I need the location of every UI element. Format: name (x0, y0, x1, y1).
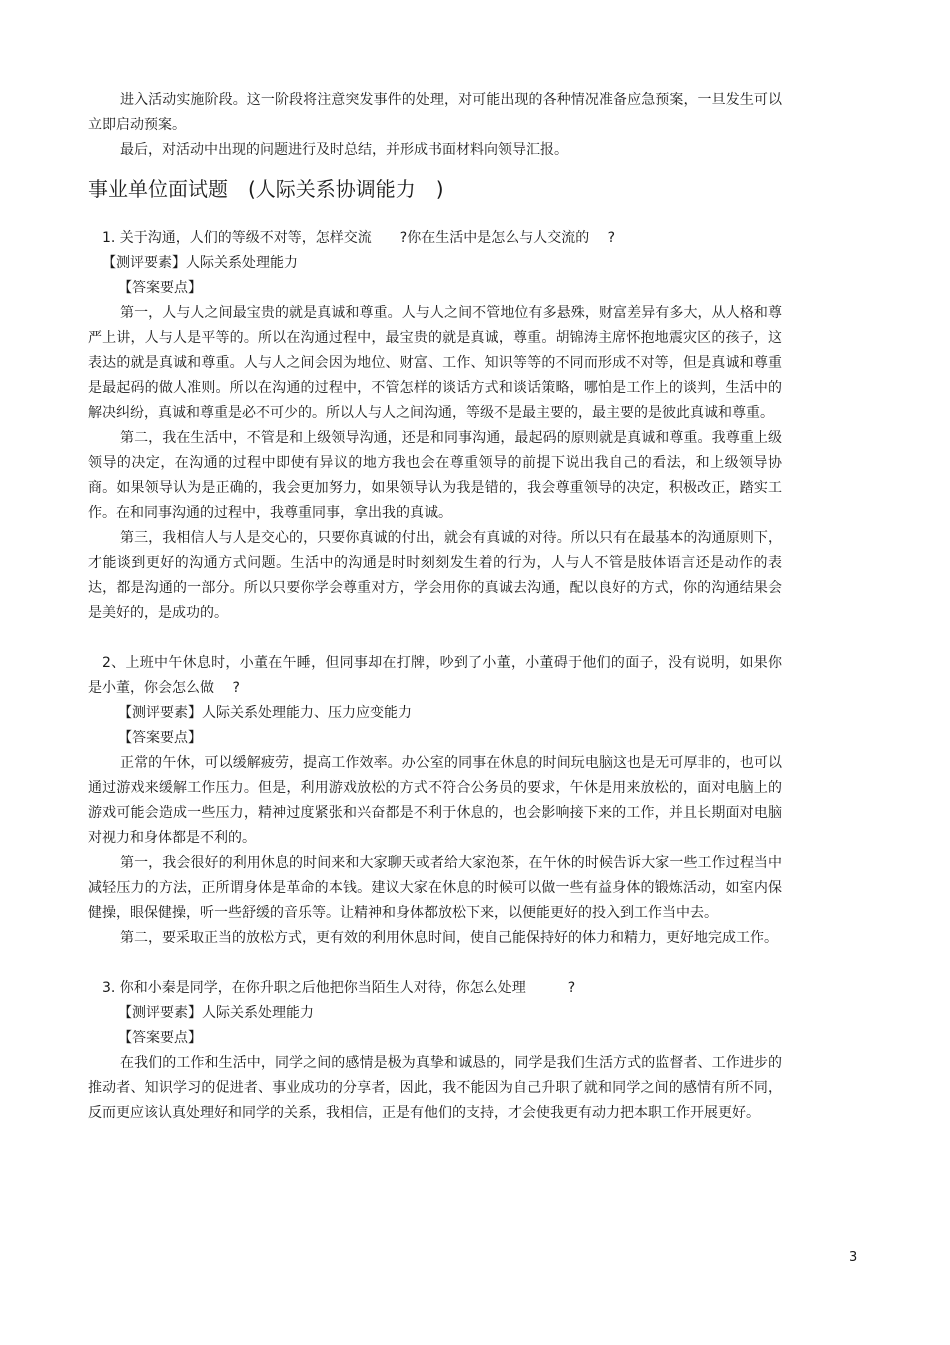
section-title: 事业单位面试题 (人际关系协调能力 ) (88, 177, 444, 201)
question-3: 3. 你和小秦是同学，在你升职之后他把你当陌生人对待，你怎么处理 ? (102, 980, 576, 996)
page-number: 3 (849, 1250, 858, 1265)
spacer (88, 626, 782, 651)
answer-paragraph: 在我们的工作和生活中，同学之间的感情是极为真挚和诚恳的，同学是我们生活方式的监督者、工作进步的推动者、知识学习的促进者、事业成功的分享者，因此，我不能因为自己升职了就和同学之间的感情有所不同，反而更应该认真处理好和同学的关系，我相信，正是有他们的支持，才会使我更有动力把本职工作开展更好。 (88, 1055, 782, 1121)
answer-label: 【答案要点】 (118, 730, 202, 746)
spacer (88, 951, 782, 976)
question-1: 1. 关于沟通，人们的等级不对等，怎样交流 ?你在生活中是怎么与人交流的 ? (102, 230, 616, 246)
answer-paragraph: 第三，我相信人与人是交心的，只要你真诚的付出，就会有真诚的对待。所以只有在最基本的沟通原则下，才能谈到更好的沟通方式问题。生活中的沟通是时时刻刻发生着的行为，人与人不管是肢体语言还是动作的表达，都是沟通的一部分。所以只要你学会尊重对方，学会用你的真诚去沟通，配以良好的方式，你的沟通结果会是美好的，是成功的。 (88, 530, 782, 621)
evaluation-element: 【测评要素】人际关系处理能力 (118, 1005, 314, 1021)
evaluation-element: 【测评要素】人际关系处理能力、压力应变能力 (118, 705, 412, 721)
answer-label: 【答案要点】 (118, 280, 202, 296)
page-content (88, 88, 782, 1126)
question-2: 2、上班中午休息时，小董在午睡，但同事却在打牌，吵到了小董，小董碍于他们的面子，没有说明，如果你是小董，你会怎么做 ? (88, 655, 782, 696)
answer-paragraph: 第一，我会很好的利用休息的时间来和大家聊天或者给大家泡茶，在午休的时候告诉大家一些工作过程当中减轻压力的方法，正所谓身体是革命的本钱。建议大家在休息的时候可以做一些有益身体的锻炼活动，如室内保健操，眼保健操，听一些舒缓的音乐等。让精神和身体都放松下来，以便能更好的投入到工作当中去。 (88, 855, 782, 921)
answer-paragraph: 第二，我在生活中，不管是和上级领导沟通，还是和同事沟通，最起码的原则就是真诚和尊重。我尊重上级领导的决定，在沟通的过程中即使有异议的地方我也会在尊重领导的前提下说出我自己的看法，和上级领导协商。如果领导认为是正确的，我会更加努力，如果领导认为我是错的，我会尊重领导的决定，积极改正，踏实工作。在和同事沟通的过程中，我尊重同事，拿出我的真诚。 (88, 430, 782, 521)
answer-paragraph: 第一，人与人之间最宝贵的就是真诚和尊重。人与人之间不管地位有多悬殊，财富差异有多大，从人格和尊严上讲，人与人是平等的。所以在沟通过程中，最宝贵的就是真诚，尊重。胡锦涛主席怀抱地震灾区的孩子，这表达的就是真诚和尊重。人与人之间会因为地位、财富、工作、知识等等的不同而形成不对等，但是真诚和尊重是最起码的做人准则。所以在沟通的过程中，不管怎样的谈话方式和谈话策略，哪怕是工作上的谈判，生活中的解决纠纷，真诚和尊重是必不可少的。所以人与人之间沟通，等级不是最主要的，最主要的是彼此真诚和尊重。 (88, 305, 782, 421)
answer-paragraph: 正常的午休，可以缓解疲劳，提高工作效率。办公室的同事在休息的时间玩电脑这也是无可厚非的，也可以通过游戏来缓解工作压力。但是，利用游戏放松的方式不符合公务员的要求，午休是用来放松的，面对电脑上的游戏可能会造成一些压力，精神过度紧张和兴奋都是不利于休息的，也会影响接下来的工作，并且长期面对电脑对视力和身体都是不利的。 (88, 755, 782, 846)
intro-paragraph: 进入活动实施阶段。这一阶段将注意突发事件的处理，对可能出现的各种情况准备应急预案，一旦发生可以立即启动预案。 (88, 92, 782, 133)
answer-paragraph: 第二，要采取正当的放松方式，更有效的利用休息时间，使自己能保持好的体力和精力，更好地完成工作。 (120, 930, 778, 946)
evaluation-element: 【测评要素】人际关系处理能力 (102, 255, 298, 271)
answer-label: 【答案要点】 (118, 1030, 202, 1046)
intro-paragraph: 最后，对活动中出现的问题进行及时总结，并形成书面材料向领导汇报。 (120, 142, 568, 158)
